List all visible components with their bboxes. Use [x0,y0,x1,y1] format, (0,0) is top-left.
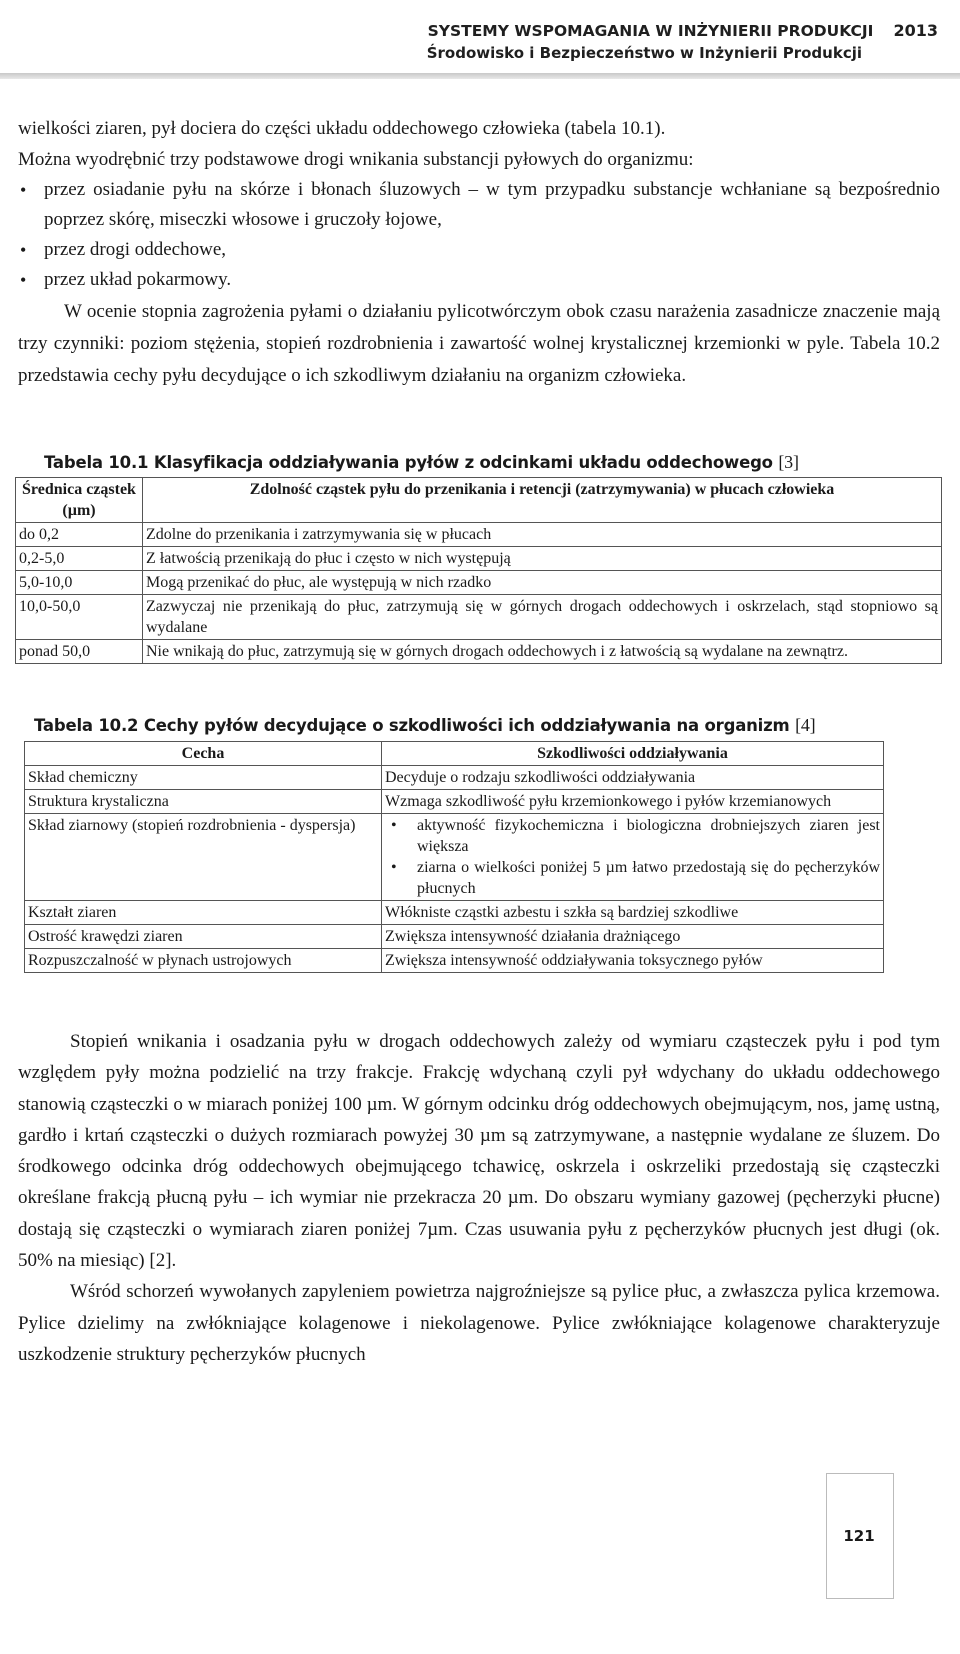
table-row [25,925,884,949]
table-row [25,766,884,790]
table-cell: Zwiększa intensywność działania drażniącego [382,925,884,949]
column-header: Zdolność cząstek pyłu do przenikania i retencji (zatrzymywania) w płucach człowieka [143,478,942,523]
table-cell: Włókniste cząstki azbestu i szkła są bardziej szkodliwe [382,901,884,925]
header-divider [0,73,960,79]
list-item: • przez układ pokarmowy. [18,265,940,295]
list-item: • aktywność fizykochemiczna i biologiczna drobniejszych ziaren jest większa [385,815,880,857]
table-header-row [25,742,884,766]
list-item: • przez drogi oddechowe, [18,235,940,265]
table-cell: 10,0-50,0 [16,595,143,640]
table-cell: Z łatwością przenikają do płuc i często w nich występują [143,547,942,571]
dust-features-table [24,741,884,973]
table1-caption-text: Tabela 10.1 Klasyfikacja oddziaływania pyłów z odcinkami układu oddechowego [44,453,773,472]
table-cell: Zwiększa intensywność oddziaływania toksycznego pyłów [382,949,884,973]
table-cell: Ostrość krawędzi ziaren [25,925,382,949]
body-text [18,1026,940,1370]
list-item: • przez osiadanie pyłu na skórze i błonach śluzowych – w tym przypadku substancje wchłaniane są bezpośrednio poprzez skórę, miseczki włosowe i gruczoły łojowe, [18,175,940,235]
table-row [16,640,942,664]
table-cell: Zdolne do przenikania i zatrzymywania się w płucach [143,523,942,547]
table-cell: ponad 50,0 [16,640,143,664]
table-cell: Skład ziarnowy (stopień rozdrobnienia - dyspersja) [25,814,382,901]
table-row [25,790,884,814]
page-number: 121 [843,1527,875,1545]
running-header [427,20,938,64]
table-row [16,523,942,547]
table-cell: do 0,2 [16,523,143,547]
hazard-paragraph: W ocenie stopnia zagrożenia pyłami o działaniu pylicotwórczym obok czasu narażenia zasadnicze znaczenie mają trzy czynniki: poziom stężenia, stopień rozdrobnienia i zawartość wolnej krystalicznej krzemionki w pyle. Tabela 10.2 przedstawia cechy pyłu decydujące o ich szkodliwym działaniu na organizm człowieka. [18,301,940,386]
table-cell: Rozpuszczalność w płynach ustrojowych [25,949,382,973]
table-cell [382,814,884,901]
journal-subtitle: Środowisko i Bezpieczeństwo w Inżynierii Produkcji [426,44,862,62]
list-item: • ziarna o wielkości poniżej 5 µm łatwo przedostają się do pęcherzyków płucnych [385,857,880,899]
table-cell: 0,2-5,0 [16,547,143,571]
intro-line: wielkości ziaren, pył dociera do części układu oddechowego człowieka (tabela 10.1). [18,118,666,139]
intake-routes-list [18,175,940,295]
body-paragraph: Stopień wnikania i osadzania pyłu w drogach oddechowych zależy od wymiaru cząsteczek pyłu i pod tym względem pyły można podzielić na trzy frakcje. Frakcję wdychaną czyli pył wdychany do układu oddechowego stanowią cząsteczki o w miarach poniżej 100 µm. W górnym odcinku dróg oddechowych obejmującym, nos, jamę ustną, gardło i krtań cząsteczki o dużych rozmiarach powyżej 30 µm są zatrzymywane, a następnie wydalane ze śluzem. Do środkowego odcinka dróg oddechowych obejmującego tchawicę, oskrzela i oskrzeliki przedostają się cząsteczki określane frakcją płucną pyłu – ich wymiar nie przekracza 20 µm. Do obszaru wymiany gazowej (pęcherzyki płucne) dostają się cząsteczki o wymiarach ziaren poniżej 7µm. Czas usuwania pyłu z pęcherzyków płucnych jest długi (ok. 50% na miesiąc) [2]. [18,1031,940,1272]
table-header-row [16,478,942,523]
table-cell: Struktura krystaliczna [25,790,382,814]
table-row [16,571,942,595]
table1-caption [44,452,799,473]
table-row [25,814,884,901]
column-header: Średnica cząstek (µm) [16,478,143,523]
intro-line: Można wyodrębnić trzy podstawowe drogi wnikania substancji pyłowych do organizmu: [18,149,694,170]
table2-caption [34,715,815,736]
table2-caption-text: Tabela 10.2 Cechy pyłów decydujące o szkodliwości ich oddziaływania na organizm [34,716,790,735]
table2-reference: [4] [795,715,816,735]
table-cell: Decyduje o rodzaju szkodliwości oddziaływania [382,766,884,790]
table1-reference: [3] [778,452,799,472]
column-header: Cecha [25,742,382,766]
table-cell: Wzmaga szkodliwość pyłu krzemionkowego i pyłów krzemianowych [382,790,884,814]
table-cell: 5,0-10,0 [16,571,143,595]
table-cell: Kształt ziaren [25,901,382,925]
table-cell: Skład chemiczny [25,766,382,790]
dust-classification-table [15,477,942,664]
table-cell: Nie wnikają do płuc, zatrzymują się w górnych drogach oddechowych i z łatwością są wydalane na zewnątrz. [143,640,942,664]
column-header: Szkodliwości oddziaływania [382,742,884,766]
body-paragraph: Wśród schorzeń wywołanych zapyleniem powietrza najgroźniejsze są pylice płuc, a zwłaszcza pylica krzemowa. Pylice dzielimy na zwłókniające kolagenowe i niekolagenowe. Pylice zwłókniające kolagenowe charakteryzuje uszkodzenie struktury pęcherzyków płucnych [18,1281,940,1365]
table-cell: Mogą przenikać do płuc, ale występują w nich rzadko [143,571,942,595]
table-row [25,949,884,973]
journal-year: 2013 [893,21,938,40]
table-row [16,595,942,640]
table-cell: Zazwyczaj nie przenikają do płuc, zatrzymują się w górnych drogach oddechowych i oskrzelach, stąd stopniowo są wydalane [143,595,942,640]
table-row [25,901,884,925]
intro-paragraph [18,113,940,175]
journal-title: SYSTEMY WSPOMAGANIA W INŻYNIERII PRODUKCJI [427,22,874,40]
grain-effects-list [385,815,880,899]
table-row [16,547,942,571]
